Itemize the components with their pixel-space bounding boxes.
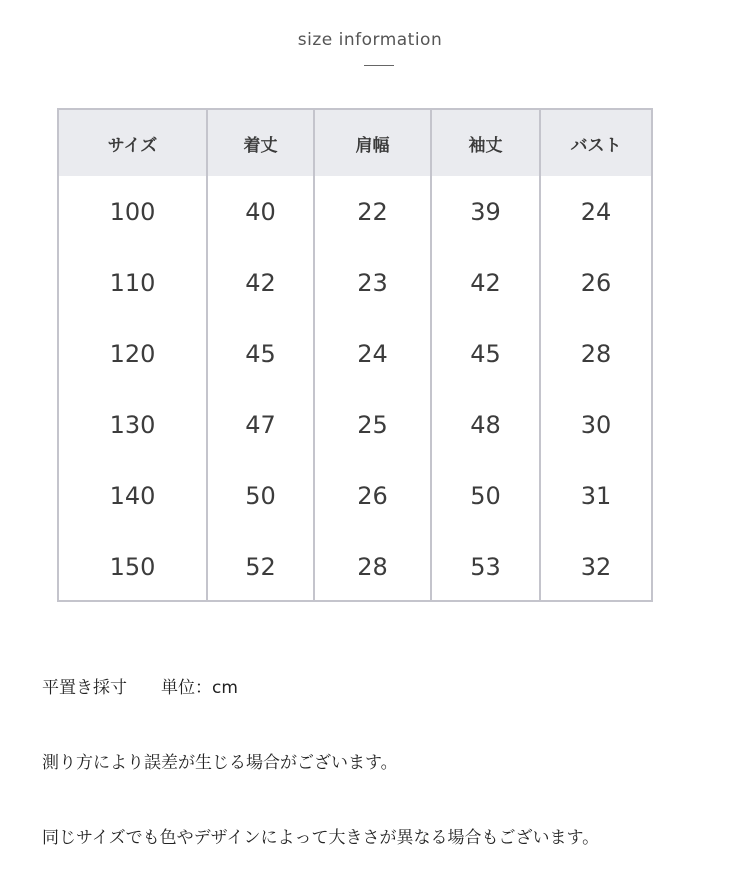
- table-header-row: [59, 110, 651, 176]
- table-cell: 50: [207, 460, 314, 531]
- table-cell: 39: [431, 176, 540, 247]
- table-cell: 48: [431, 389, 540, 460]
- table-cell: 23: [314, 247, 431, 318]
- note-measurement: 平置き採寸 単位：cm: [42, 678, 238, 698]
- note-error: 測り方により誤差が生じる場合がございます。: [42, 753, 398, 773]
- table-row: [59, 318, 651, 389]
- table-cell: 110: [109, 268, 156, 297]
- table-cell: 25: [314, 389, 431, 460]
- table-cell: 31: [540, 460, 651, 531]
- table-cell: 26: [540, 247, 651, 318]
- header-bust: バスト: [540, 110, 651, 176]
- table-cell: 22: [314, 176, 431, 247]
- header-shoulder: 肩幅: [314, 110, 431, 176]
- table-cell: 120: [109, 339, 156, 368]
- header-length: 着丈: [207, 110, 314, 176]
- table-cell: 50: [431, 460, 540, 531]
- page-title: size information: [297, 30, 443, 50]
- table-cell: 45: [431, 318, 540, 389]
- table-cell: 140: [109, 481, 156, 510]
- table-cell: 150: [109, 552, 156, 581]
- table-cell: 32: [540, 531, 651, 602]
- table-cell: 45: [207, 318, 314, 389]
- table-cell: 53: [431, 531, 540, 602]
- table-cell: 42: [431, 247, 540, 318]
- header-sleeve: 袖丈: [431, 110, 540, 176]
- table-cell: 40: [207, 176, 314, 247]
- table-cell: 42: [207, 247, 314, 318]
- table-row: [59, 389, 651, 460]
- table-cell: 100: [109, 197, 156, 226]
- table-cell: 24: [540, 176, 651, 247]
- table-cell: 47: [207, 389, 314, 460]
- size-table: [57, 108, 653, 602]
- notes: [42, 626, 599, 876]
- table-cell: 30: [540, 389, 651, 460]
- table-row: [59, 460, 651, 531]
- note-variation: 同じサイズでも色やデザインによって大きさが異なる場合もございます。: [42, 828, 600, 848]
- title-divider: [364, 65, 394, 66]
- table-row: [59, 176, 651, 247]
- table-row: [59, 247, 651, 318]
- table-cell: 24: [314, 318, 431, 389]
- table-cell: 26: [314, 460, 431, 531]
- table-cell: 52: [207, 531, 314, 602]
- table-cell: 130: [109, 410, 156, 439]
- table-cell: 28: [540, 318, 651, 389]
- table-cell: 28: [314, 531, 431, 602]
- table-row: [59, 531, 651, 602]
- header-size: サイズ: [59, 110, 207, 176]
